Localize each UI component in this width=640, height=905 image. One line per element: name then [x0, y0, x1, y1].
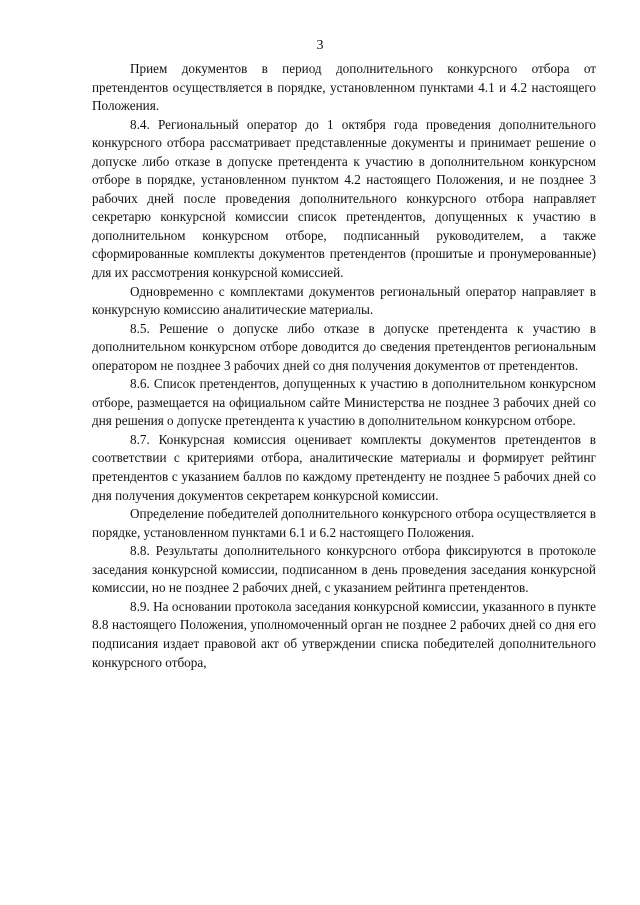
- paragraph-winners-determination: Определение победителей дополнительного конкурсного отбора осуществляется в порядке, установленном пунктами 6.1 и 6.2 настоящего Положения.: [92, 506, 596, 540]
- paragraph-8-8: 8.8. Результаты дополнительного конкурсного отбора фиксируются в протоколе заседания конкурсной комиссии, подписанном в день проведения заседания конкурсной комиссии, но не позднее 2 рабочих дней, с указанием рейтинга претендентов.: [92, 543, 596, 596]
- paragraph-8-5: 8.5. Решение о допуске либо отказе в допуске претендента к участию в дополнительном конкурсном отборе доводится до сведения претендентов региональным оператором не позднее 3 рабочих дней со дня получения документов от претендентов.: [92, 320, 596, 373]
- paragraph-analytical-materials: Одновременно с комплектами документов региональный оператор направляет в конкурсную комиссию аналитические материалы.: [92, 283, 596, 318]
- paragraph-document-intake: Прием документов в период дополнительного конкурсного отбора от претендентов осуществляется в порядке, установленном пунктами 4.1 и 4.2 настоящего Положения.: [92, 61, 596, 114]
- page-number: 3: [316, 38, 324, 53]
- paragraph-8-7: 8.7. Конкурсная комиссия оценивает комплекты документов претендентов в соответствии с критериями отбора, аналитические материалы и формирует рейтинг претендентов с указанием баллов по каждому претенденту не позднее 5 рабочих дней со дня получения документов секретарем конкурсной комиссии.: [92, 431, 596, 503]
- paragraph-8-4: 8.4. Региональный оператор до 1 октября года проведения дополнительного конкурсного отбора рассматривает представленные документы и принимает решение о допуске либо отказе в допуске претендента к участию в дополнительном конкурсном отборе в порядке, установленном пунктом 4.2 настоящего Положения, и не позднее 3 рабочих дней после проведения дополнительного конкурсного отбора направляет секретарю конкурсной комиссии список претендентов, допущенных к участию в дополнительном конкурсном отборе, подписанный руководителем, а также сформированные комплекты документов претендентов (прошитые и пронумерованные) для их рассмотрения конкурсной комиссией.: [92, 116, 596, 281]
- paragraph-8-9: 8.9. На основании протокола заседания конкурсной комиссии, указанного в пункте 8.8 настоящего Положения, уполномоченный орган не позднее 2 рабочих дней со дня его подписания издает правовой акт об утверждении списка победителей дополнительного конкурсного отбора,: [92, 598, 596, 670]
- document-body: [92, 60, 596, 672]
- paragraph-8-6: 8.6. Список претендентов, допущенных к участию в дополнительном конкурсном отборе, размещается на официальном сайте Министерства не позднее 3 рабочих дней со дня решения о допуске претендента к участию в дополнительном конкурсном отборе.: [92, 376, 596, 429]
